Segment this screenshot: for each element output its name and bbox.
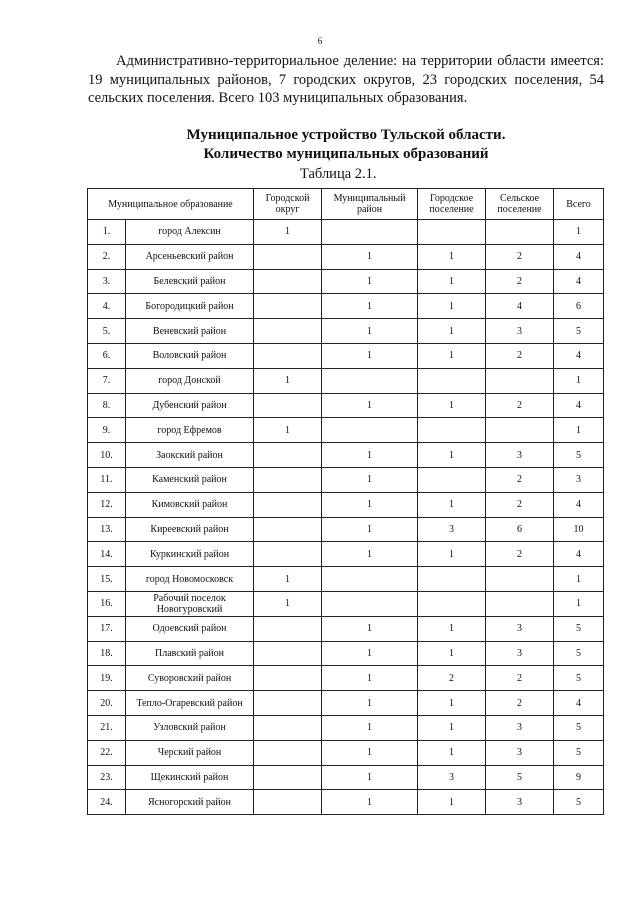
row-rural-settlement: 2 [486,542,554,567]
row-total: 1 [554,567,604,592]
row-total: 4 [554,269,604,294]
row-name: Каменский район [126,467,254,492]
row-total: 5 [554,443,604,468]
row-number: 19. [88,666,126,691]
table-row [88,393,604,418]
row-city-district [254,492,322,517]
col-header-municipal-district: Муниципальный район [322,189,418,220]
row-municipal-district: 1 [322,467,418,492]
row-city-district [254,542,322,567]
table-row [88,591,604,616]
row-total: 4 [554,691,604,716]
row-city-district [254,443,322,468]
row-name: Заокский район [126,443,254,468]
row-rural-settlement: 5 [486,765,554,790]
row-rural-settlement: 3 [486,443,554,468]
table-row [88,492,604,517]
row-rural-settlement: 2 [486,393,554,418]
row-urban-settlement: 1 [418,393,486,418]
row-urban-settlement: 1 [418,294,486,319]
row-municipal-district: 1 [322,666,418,691]
row-rural-settlement: 3 [486,790,554,815]
row-number: 6. [88,343,126,368]
row-name: Белевский район [126,269,254,294]
row-municipal-district: 1 [322,616,418,641]
row-name: Веневский район [126,319,254,344]
row-rural-settlement: 3 [486,616,554,641]
row-urban-settlement [418,418,486,443]
table-row [88,616,604,641]
row-municipal-district: 1 [322,542,418,567]
row-urban-settlement: 1 [418,616,486,641]
row-urban-settlement: 1 [418,691,486,716]
row-name: город Алексин [126,220,254,245]
table-row [88,220,604,245]
row-urban-settlement: 2 [418,666,486,691]
row-total: 5 [554,641,604,666]
row-number: 15. [88,567,126,592]
row-city-district: 1 [254,368,322,393]
row-rural-settlement: 2 [486,244,554,269]
row-municipal-district [322,368,418,393]
row-name: Киреевский район [126,517,254,542]
row-city-district [254,616,322,641]
row-number: 13. [88,517,126,542]
row-number: 4. [88,294,126,319]
row-name: Суворовский район [126,666,254,691]
table-row [88,740,604,765]
row-city-district [254,740,322,765]
row-rural-settlement [486,567,554,592]
table-row [88,368,604,393]
row-urban-settlement: 1 [418,269,486,294]
row-municipal-district: 1 [322,393,418,418]
row-urban-settlement [418,368,486,393]
row-name: город Донской [126,368,254,393]
row-rural-settlement [486,220,554,245]
row-rural-settlement: 3 [486,319,554,344]
row-urban-settlement: 1 [418,740,486,765]
row-urban-settlement: 1 [418,492,486,517]
row-municipal-district: 1 [322,319,418,344]
row-rural-settlement: 3 [486,715,554,740]
row-name: Узловский район [126,715,254,740]
row-total: 4 [554,492,604,517]
row-name: Дубенский район [126,393,254,418]
municipal-table [87,188,604,815]
row-number: 7. [88,368,126,393]
row-total: 3 [554,467,604,492]
table-row [88,467,604,492]
table-row [88,343,604,368]
row-total: 9 [554,765,604,790]
row-urban-settlement [418,467,486,492]
row-total: 4 [554,244,604,269]
row-municipal-district: 1 [322,740,418,765]
row-municipal-district: 1 [322,765,418,790]
row-number: 11. [88,467,126,492]
row-name: Кимовский район [126,492,254,517]
row-number: 14. [88,542,126,567]
row-number: 2. [88,244,126,269]
row-city-district [254,269,322,294]
table-row [88,666,604,691]
row-municipal-district: 1 [322,691,418,716]
page-number: 6 [317,36,323,46]
row-city-district [254,666,322,691]
row-municipal-district [322,567,418,592]
row-total: 1 [554,220,604,245]
row-city-district [254,641,322,666]
row-rural-settlement: 4 [486,294,554,319]
row-city-district: 1 [254,418,322,443]
row-municipal-district: 1 [322,343,418,368]
row-rural-settlement: 3 [486,641,554,666]
row-city-district [254,517,322,542]
table-caption: Таблица 2.1. [300,166,377,182]
row-rural-settlement [486,368,554,393]
row-municipal-district: 1 [322,244,418,269]
table-row [88,765,604,790]
row-number: 12. [88,492,126,517]
row-total: 5 [554,790,604,815]
row-city-district [254,790,322,815]
row-municipal-district [322,220,418,245]
table-row [88,790,604,815]
row-total: 10 [554,517,604,542]
row-name: Богородицкий район [126,294,254,319]
row-urban-settlement: 1 [418,244,486,269]
row-name: Куркинский район [126,542,254,567]
intro-paragraph: Административно-территориальное деление: на территории области имеется: 19 муниципальных районов, 7 городских округов, 23 городских поселения, 54 сельских поселения. Всего 103 муниципальных образования. [88,53,604,106]
table-row [88,443,604,468]
row-rural-settlement: 2 [486,691,554,716]
row-municipal-district: 1 [322,517,418,542]
table-row [88,418,604,443]
row-number: 22. [88,740,126,765]
row-number: 16. [88,591,126,616]
row-total: 1 [554,591,604,616]
row-city-district [254,765,322,790]
row-total: 4 [554,343,604,368]
row-rural-settlement: 2 [486,492,554,517]
col-header-rural-settlement: Сельское поселение [486,189,554,220]
row-total: 5 [554,715,604,740]
row-rural-settlement: 2 [486,666,554,691]
row-name: Черский район [126,740,254,765]
row-municipal-district: 1 [322,492,418,517]
row-name: Арсеньевский район [126,244,254,269]
row-number: 8. [88,393,126,418]
row-city-district [254,244,322,269]
row-number: 3. [88,269,126,294]
row-rural-settlement: 2 [486,269,554,294]
row-urban-settlement: 3 [418,765,486,790]
table-row [88,542,604,567]
row-city-district: 1 [254,567,322,592]
row-number: 21. [88,715,126,740]
row-name: Щекинский район [126,765,254,790]
col-header-total: Всего [554,189,604,220]
row-total: 5 [554,319,604,344]
row-number: 23. [88,765,126,790]
row-urban-settlement: 1 [418,542,486,567]
table-row [88,715,604,740]
row-municipal-district: 1 [322,715,418,740]
row-urban-settlement: 1 [418,641,486,666]
table-body [88,220,604,815]
row-urban-settlement: 1 [418,343,486,368]
row-urban-settlement: 3 [418,517,486,542]
table-row [88,244,604,269]
row-number: 18. [88,641,126,666]
col-header-urban-settlement: Городское поселение [418,189,486,220]
row-rural-settlement [486,591,554,616]
table-row [88,294,604,319]
row-municipal-district: 1 [322,269,418,294]
row-name: Рабочий поселок Новогуровский [126,591,254,616]
table-row [88,567,604,592]
row-number: 9. [88,418,126,443]
col-header-name: Муниципальное образование [88,189,254,220]
row-city-district [254,715,322,740]
row-city-district [254,294,322,319]
table-row [88,641,604,666]
row-municipal-district [322,591,418,616]
section-heading [88,126,604,164]
row-number: 5. [88,319,126,344]
row-city-district: 1 [254,591,322,616]
table-row [88,517,604,542]
row-rural-settlement: 2 [486,467,554,492]
table-row [88,319,604,344]
row-total: 4 [554,393,604,418]
row-number: 24. [88,790,126,815]
row-urban-settlement: 1 [418,790,486,815]
row-city-district [254,343,322,368]
col-header-city-district: Городской округ [254,189,322,220]
row-municipal-district: 1 [322,641,418,666]
row-name: город Новомосковск [126,567,254,592]
table-row [88,691,604,716]
row-city-district: 1 [254,220,322,245]
table-header-row [88,189,604,220]
row-total: 4 [554,542,604,567]
row-name: Одоевский район [126,616,254,641]
row-urban-settlement [418,591,486,616]
row-urban-settlement: 1 [418,443,486,468]
row-total: 1 [554,368,604,393]
table-row [88,269,604,294]
row-city-district [254,467,322,492]
row-name: Тепло-Огаревский район [126,691,254,716]
row-municipal-district: 1 [322,443,418,468]
row-rural-settlement [486,418,554,443]
row-rural-settlement: 6 [486,517,554,542]
row-number: 1. [88,220,126,245]
row-number: 17. [88,616,126,641]
row-city-district [254,393,322,418]
row-name: Воловский район [126,343,254,368]
row-total: 6 [554,294,604,319]
row-urban-settlement [418,220,486,245]
row-total: 5 [554,666,604,691]
row-name: Плавский район [126,641,254,666]
row-municipal-district [322,418,418,443]
row-rural-settlement: 2 [486,343,554,368]
row-city-district [254,319,322,344]
row-number: 20. [88,691,126,716]
row-total: 1 [554,418,604,443]
row-urban-settlement [418,567,486,592]
row-name: город Ефремов [126,418,254,443]
row-number: 10. [88,443,126,468]
row-name: Ясногорский район [126,790,254,815]
row-total: 5 [554,616,604,641]
row-total: 5 [554,740,604,765]
row-municipal-district: 1 [322,790,418,815]
row-urban-settlement: 1 [418,319,486,344]
row-rural-settlement: 3 [486,740,554,765]
row-municipal-district: 1 [322,294,418,319]
row-city-district [254,691,322,716]
row-urban-settlement: 1 [418,715,486,740]
section-heading-line-2: Количество муниципальных образований [203,146,489,162]
section-heading-line-1: Муниципальное устройство Тульской области. [186,127,506,143]
